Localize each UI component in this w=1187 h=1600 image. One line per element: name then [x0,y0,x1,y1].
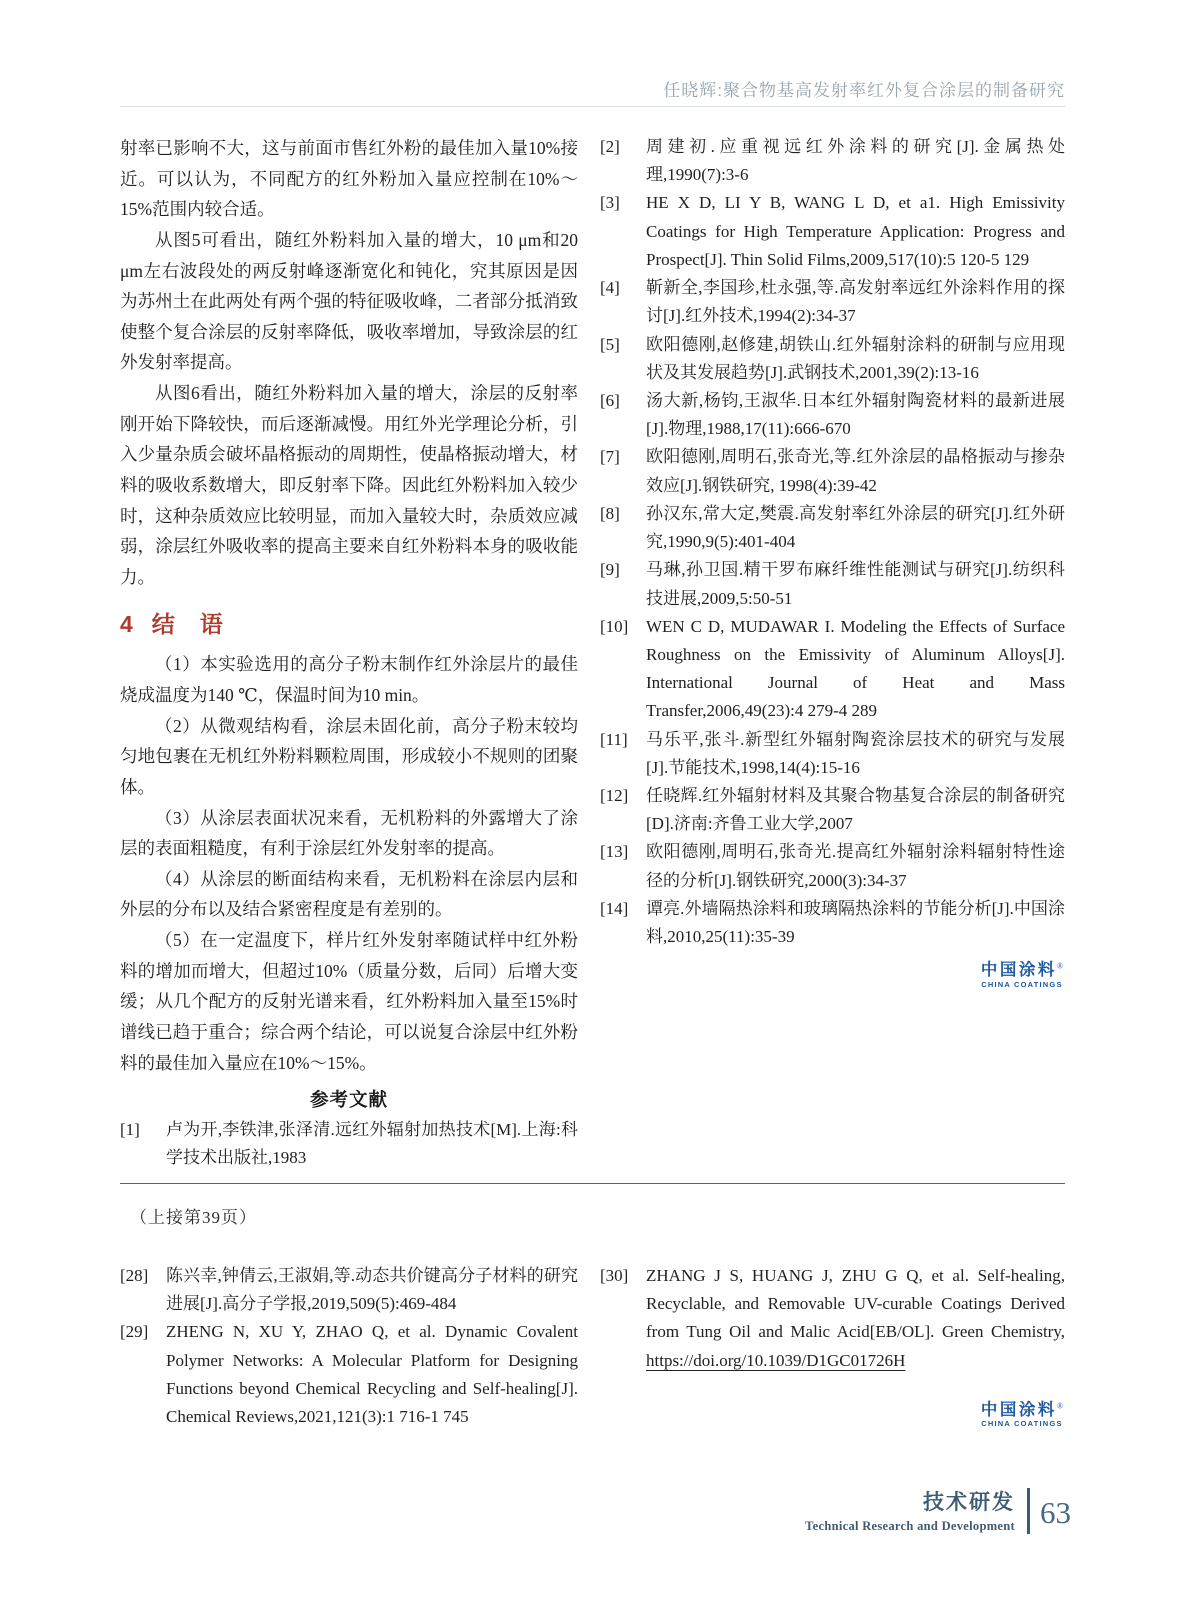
reference-item [600,895,1065,951]
logo-title: 中国涂料 [980,1400,1057,1419]
reference-text: 欧阳德刚,周明石,张奇光.提高红外辐射涂料辐射特性途径的分析[J].钢铁研究,2000(3):34-37 [646,842,1065,890]
reference-number: [11] [600,729,628,749]
reference-number: [10] [600,616,629,636]
reference-number: [14] [600,898,629,918]
logo-container [600,961,1065,992]
main-content [120,133,1065,1173]
reference-number: [6] [600,390,620,410]
page-number: 63 [1040,1495,1071,1530]
doi-link[interactable]: https://doi.org/10.1039/D1GC01726H [646,1350,906,1370]
reference-number: [7] [600,447,620,467]
reference-item [600,133,1065,189]
reference-number: [8] [600,503,620,523]
reference-number: [28] [120,1266,149,1285]
reference-number: [4] [600,278,620,298]
reference-item [120,1116,578,1172]
section-heading-conclusion [120,606,578,639]
reference-list-right [600,133,1065,951]
reference-number: [9] [600,560,620,580]
reference-number: [12] [600,786,629,806]
registered-mark-icon: ® [1056,1401,1063,1411]
reference-number: [1] [120,1120,140,1140]
continuation-left-column [120,1262,578,1431]
reference-item [600,443,1065,499]
logo-subtitle: CHINA COATINGS [981,1419,1063,1429]
reference-list-left [120,1116,578,1172]
reference-number: [5] [600,334,620,354]
section-title: 结 语 [151,611,224,638]
china-coatings-logo [981,1401,1063,1429]
conclusion-item: （4）从涂层的断面结构来看，无机粉料在涂层内层和外层的分布以及结合紧密程度是有差别的。 [120,868,578,920]
reference-item [600,726,1065,782]
reference-item [120,1262,578,1318]
reference-text: 周建初.应重视远红外涂料的研究[J].金属热处理,1990(7):3-6 [646,137,1065,185]
continuation-right-column [600,1262,1065,1431]
reference-text: 汤大新,杨钧,王淑华.日本红外辐射陶瓷材料的最新进展[J].物理,1988,17(11):666-670 [646,390,1065,439]
reference-text: 卢为开,李铁津,张泽清.远红外辐射加热技术[M].上海:科学技术出版社,1983 [166,1120,578,1168]
reference-number: [13] [600,842,629,862]
logo-subtitle: CHINA COATINGS [981,979,1063,989]
reference-text: HE X D, LI Y B, WANG L D, et a1. High Emissivity Coatings for High Temperature Application: Progress and Prospect[J]. Thin Solid Films,2009,517(10):5 120-5 129 [646,193,1065,269]
reference-number: [30] [600,1266,629,1285]
conclusion-item: （3）从涂层表面状况来看，无机粉料的外露增大了涂层的表面粗糙度，有利于涂层红外发射率的提高。 [120,807,578,859]
reference-text: 谭亮.外墙隔热涂料和玻璃隔热涂料的节能分析[J].中国涂料,2010,25(11):35-39 [646,898,1065,947]
logo-container [600,1401,1065,1432]
reference-text: 靳新全,李国珍,杜永强,等.高发射率远红外涂料作用的探讨[J].红外技术,1994(2):34-37 [646,278,1065,326]
reference-item [600,1262,1065,1375]
footer-divider-bar [1027,1488,1030,1534]
reference-item [600,782,1065,838]
registered-mark-icon: ® [1056,962,1063,972]
footer-section-en: Technical Research and Development [805,1519,1015,1533]
reference-item [600,500,1065,556]
reference-text: 马琳,孙卫国.精干罗布麻纤维性能测试与研究[J].纺织科技进展,2009,5:50-51 [646,560,1065,608]
reference-number: [2] [600,137,620,156]
header-divider [120,106,1065,107]
reference-text: 欧阳德刚,赵修建,胡铁山.红外辐射涂料的研制与应用现状及其发展趋势[J].武钢技术,2001,39(2):13-16 [646,334,1065,382]
reference-list-continuation-left [120,1262,578,1431]
continuation-content [120,1262,1065,1431]
reference-item [600,387,1065,443]
conclusion-item: （2）从微观结构看，涂层未固化前，高分子粉末较均匀地包裹在无机红外粉料颗粒周围，形成较小不规则的团聚体。 [120,715,578,797]
reference-text: 任晓辉.红外辐射材料及其聚合物基复合涂层的制备研究[D].济南:齐鲁工业大学,2007 [646,786,1065,834]
body-paragraph: 从图6看出，随红外粉料加入量的增大，涂层的反射率刚开始下降较快，而后逐渐减慢。用红外光学理论分析，引入少量杂质会破坏晶格振动的周期性，使晶格振动增大，材料的吸收系数增大，即反射率下降。因此红外粉料加入较少时，这种杂质效应比较明显，而加入量较大时，杂质效应减弱，涂层红外吸收率的提高主要来自红外粉料本身的吸收能力。 [120,383,578,587]
reference-item [120,1318,578,1431]
page-footer [805,1486,1071,1534]
conclusion-item: （1）本实验选用的高分子粉末制作红外涂层片的最佳烧成温度为140 ℃，保温时间为10 min。 [120,654,578,705]
continuation-note: （上接第39页） [130,1208,257,1227]
reference-number: [29] [120,1322,149,1342]
reference-number: [3] [600,193,620,213]
reference-text: 陈兴幸,钟倩云,王淑娟,等.动态共价键高分子材料的研究进展[J].高分子学报,2019,509(5):469-484 [166,1266,578,1314]
body-paragraph: 射率已影响不大，这与前面市售红外粉的最佳加入量10%接近。可以认为，不同配方的红外粉加入量应控制在10%～15%范围内较合适。 [120,138,578,220]
reference-item [600,613,1065,726]
running-title: 任晓辉:聚合物基高发射率红外复合涂层的制备研究 [663,81,1065,100]
body-paragraph: 从图5可看出，随红外粉料加入量的增大，10 μm和20 μm左右波段处的两反射峰逐渐宽化和钝化，究其原因是因为苏州土在此两处有两个强的特征吸收峰，二者部分抵消致使整个复合涂层的反射率降低，吸收率增加，导致涂层的红外发射率提高。 [120,229,578,373]
reference-text: 孙汉东,常大定,樊震.高发射率红外涂层的研究[J].红外研究,1990,9(5):401-404 [646,503,1065,552]
reference-item [600,274,1065,330]
footer-section-labels [805,1486,1015,1534]
left-column [120,133,578,1173]
conclusion-item: （5）在一定温度下，样片红外发射率随试样中红外粉料的增加而增大，但超过10%（质量分数，后同）后增大变缓；从几个配方的反射光谱来看，红外粉料加入量至15%时谱线已趋于重合；综合两个结论，可以说复合涂层中红外粉料的最佳加入量应在10%～15%。 [120,930,578,1073]
references-heading: 参考文献 [309,1089,388,1111]
reference-item [600,556,1065,612]
right-column [600,133,1065,1173]
china-coatings-logo [981,961,1063,989]
footer-section-cn: 技术研发 [923,1491,1015,1514]
reference-text: ZHANG J S, HUANG J, ZHU G Q, et al. Self-healing, Recyclable, and Removable UV-curable Coatings Derived from Tung Oil and Malic Acid[EB/OL]. Green Chemistry, [646,1266,1065,1342]
reference-text: ZHENG N, XU Y, ZHAO Q, et al. Dynamic Covalent Polymer Networks: A Molecular Platform for Designing Functions beyond Chemical Recycling and Self-healing[J]. Chemical Reviews,2021,121(3):1 716-1 745 [166,1322,578,1427]
reference-item [600,331,1065,387]
reference-list-continuation-right [600,1262,1065,1375]
reference-text: 欧阳德刚,周明石,张奇光,等.红外涂层的晶格振动与掺杂效应[J].钢铁研究, 1998(4):39-42 [646,447,1065,495]
reference-text: 马乐平,张斗.新型红外辐射陶瓷涂层技术的研究与发展[J].节能技术,1998,14(4):15-16 [646,729,1065,777]
logo-title: 中国涂料 [980,961,1057,980]
section-number: 4 [120,611,134,638]
reference-text: WEN C D, MUDAWAR I. Modeling the Effects of Surface Roughness on the Emissivity of Aluminum Alloys[J]. International Journal of Heat and Mass Transfer,2006,49(23):4 279-4 289 [646,616,1065,721]
reference-item [600,838,1065,894]
reference-item [600,189,1065,274]
section-divider [120,1183,1065,1184]
